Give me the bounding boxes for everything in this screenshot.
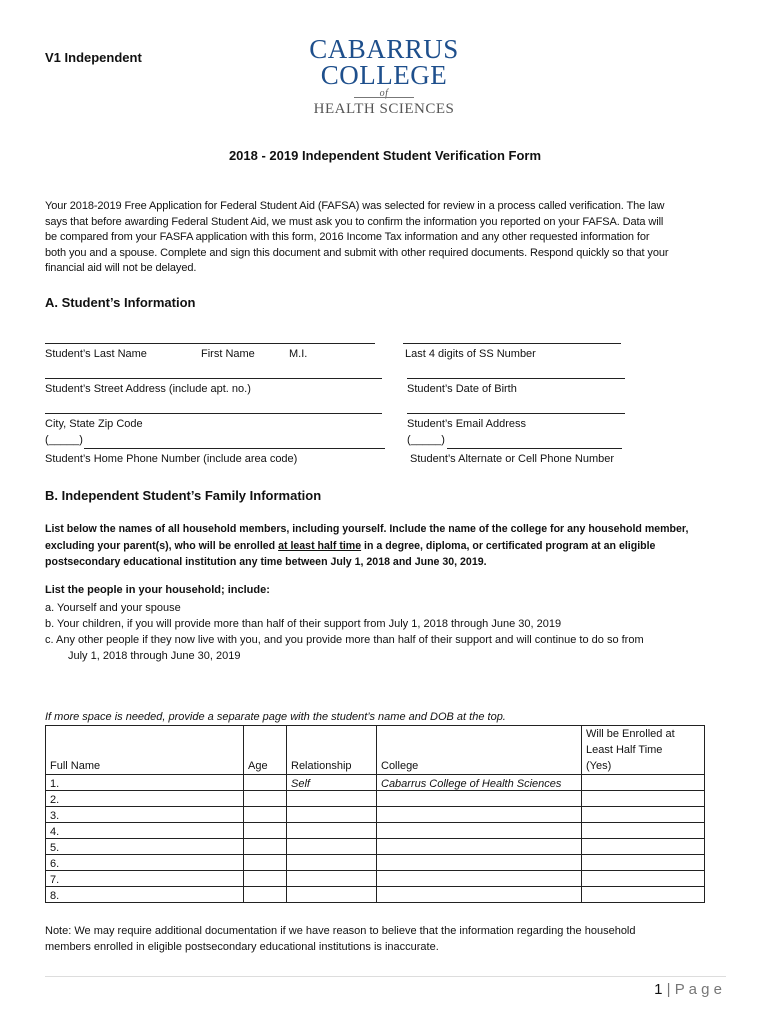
home-phone-line[interactable] [84, 448, 385, 449]
row-enrolled-cell[interactable] [582, 887, 705, 903]
table-row [46, 823, 705, 839]
row-age-cell[interactable] [244, 823, 287, 839]
intro-line: both you and a spouse. Complete and sign this document and submit with other required documents. Respond quickly so that your [45, 246, 669, 259]
row-name-cell[interactable]: 8. [46, 887, 244, 903]
row-age-cell[interactable] [244, 871, 287, 887]
city-line[interactable] [45, 413, 382, 414]
row-name-cell[interactable]: 7. [46, 871, 244, 887]
footer-note-line: Note: We may require additional documentation if we have reason to believe that the information regarding the household [45, 925, 636, 937]
row-relationship-cell[interactable]: Self [287, 775, 377, 791]
section-a-title: A. Student’s Information [45, 295, 196, 310]
table-row [46, 807, 705, 823]
row-relationship-cell[interactable] [287, 791, 377, 807]
section-b-instructions [45, 521, 688, 571]
list-item: a. Yourself and your spouse [45, 602, 181, 614]
home-area-code: (_____) [45, 434, 83, 446]
table-row [46, 887, 705, 903]
row-age-cell[interactable] [244, 775, 287, 791]
row-enrolled-cell[interactable] [582, 791, 705, 807]
page-number [654, 981, 722, 998]
row-relationship-cell[interactable] [287, 871, 377, 887]
intro-line: be compared from your FASFA application with this form, 2016 Income Tax information and any other requested information for [45, 231, 650, 243]
logo-rule [354, 97, 414, 98]
header-enrolled-line: Least Half Time [586, 744, 663, 756]
college-logo [308, 36, 460, 120]
row-enrolled-cell[interactable] [582, 807, 705, 823]
home-phone-label: Student’s Home Phone Number (include area code) [45, 453, 298, 465]
table-row [46, 839, 705, 855]
footer-note-line: members enrolled in eligible postsecondary educational institutions is inaccurate. [45, 941, 439, 953]
instr-line: postsecondary educational institution any time between July 1, 2018 and June 30, 2019. [45, 556, 487, 568]
row-college-cell[interactable]: Cabarrus College of Health Sciences [377, 775, 582, 791]
logo-line-2: COLLEGE [320, 60, 448, 90]
row-relationship-cell[interactable] [287, 855, 377, 871]
row-relationship-cell[interactable] [287, 839, 377, 855]
row-relationship-cell[interactable] [287, 823, 377, 839]
last-name-label: Student’s Last Name [45, 348, 147, 360]
name-line[interactable] [45, 343, 375, 344]
row-relationship-cell[interactable] [287, 887, 377, 903]
section-b-title: B. Independent Student’s Family Information [45, 488, 322, 503]
street-line[interactable] [45, 378, 382, 379]
space-note: If more space is needed, provide a separate page with the student’s name and DOB at the top. [45, 711, 506, 723]
instr-line: List below the names of all household members, including yourself. Include the name of the college for any household member, [45, 523, 689, 535]
email-line[interactable] [407, 413, 625, 414]
email-label: Student’s Email Address [407, 418, 527, 430]
ssn-label: Last 4 digits of SS Number [405, 348, 536, 360]
version-label: V1 Independent [45, 50, 142, 65]
footer-note [45, 923, 636, 955]
instr-underlined: at least half time [278, 539, 362, 552]
first-name-label: First Name [201, 348, 255, 360]
row-age-cell[interactable] [244, 887, 287, 903]
instr-text: excluding your parent(s), who will be enrolled [45, 539, 279, 552]
city-label: City, State Zip Code [45, 418, 143, 430]
row-name-cell[interactable]: 6. [46, 855, 244, 871]
row-college-cell[interactable] [377, 855, 582, 871]
row-name-cell[interactable]: 2. [46, 791, 244, 807]
row-college-cell[interactable] [377, 791, 582, 807]
page-number-label: | P a g e [666, 981, 722, 998]
table-row [46, 791, 705, 807]
table-header-row [46, 726, 705, 775]
row-age-cell[interactable] [244, 839, 287, 855]
row-enrolled-cell[interactable] [582, 775, 705, 791]
mi-label: M.I. [289, 348, 308, 360]
header-enrolled-line: Will be Enrolled at [586, 728, 675, 740]
intro-paragraph [45, 199, 668, 277]
row-age-cell[interactable] [244, 807, 287, 823]
table-row [46, 775, 705, 791]
intro-line: says that before awarding Federal Student Aid, we must ask you to confirm the information you reported on your FAFSA. Data will [45, 215, 664, 228]
row-relationship-cell[interactable] [287, 807, 377, 823]
header-relationship: Relationship [287, 726, 377, 775]
row-name-cell[interactable]: 1. [46, 775, 244, 791]
cell-area-code: (_____) [407, 434, 445, 446]
header-full-name: Full Name [46, 726, 244, 775]
row-enrolled-cell[interactable] [582, 871, 705, 887]
form-title: 2018 - 2019 Independent Student Verification Form [228, 148, 542, 163]
row-age-cell[interactable] [244, 855, 287, 871]
row-college-cell[interactable] [377, 871, 582, 887]
cell-phone-label: Student’s Alternate or Cell Phone Number [410, 453, 615, 465]
row-college-cell[interactable] [377, 823, 582, 839]
header-enrolled-line: (Yes) [586, 760, 612, 772]
table-row [46, 871, 705, 887]
list-item-cont: July 1, 2018 through June 30, 2019 [68, 650, 241, 662]
header-age: Age [244, 726, 287, 775]
dob-label: Student’s Date of Birth [407, 383, 517, 395]
list-item: c. Any other people if they now live with you, and you provide more than half of their support and will continue to do so from [45, 634, 644, 646]
row-college-cell[interactable] [377, 807, 582, 823]
row-enrolled-cell[interactable] [582, 839, 705, 855]
household-list [45, 600, 644, 664]
instr-line [45, 538, 688, 555]
footer-divider [45, 976, 726, 977]
page-number-value: 1 [654, 981, 663, 998]
household-table [45, 725, 705, 903]
dob-line[interactable] [407, 378, 625, 379]
street-label: Student’s Street Address (include apt. no.) [45, 383, 251, 395]
row-enrolled-cell[interactable] [582, 855, 705, 871]
table-row [46, 855, 705, 871]
row-enrolled-cell[interactable] [582, 823, 705, 839]
row-college-cell[interactable] [377, 887, 582, 903]
ssn-line[interactable] [403, 343, 621, 344]
row-name-cell[interactable]: 4. [46, 823, 244, 839]
header-college: College [377, 726, 582, 775]
intro-line: Your 2018-2019 Free Application for Federal Student Aid (FAFSA) was selected for review in a process called verification. The law [45, 200, 665, 212]
list-heading: List the people in your household; include: [45, 584, 270, 596]
row-name-cell[interactable]: 5. [46, 839, 244, 855]
list-item: b. Your children, if you will provide more than half of their support from July 1, 2018 through June 30, 2019 [45, 618, 562, 630]
row-age-cell[interactable] [244, 791, 287, 807]
logo-line-3: of [379, 88, 389, 99]
instr-text: in a degree, diploma, or certificated program at an eligible [361, 539, 656, 552]
intro-line: financial aid will not be delayed. [45, 262, 197, 274]
cell-phone-line[interactable] [447, 448, 622, 449]
row-name-cell[interactable]: 3. [46, 807, 244, 823]
header-enrolled [582, 726, 705, 775]
row-college-cell[interactable] [377, 839, 582, 855]
logo-line-1: CABARRUS [309, 34, 459, 64]
logo-line-4: HEALTH SCIENCES [313, 101, 455, 117]
